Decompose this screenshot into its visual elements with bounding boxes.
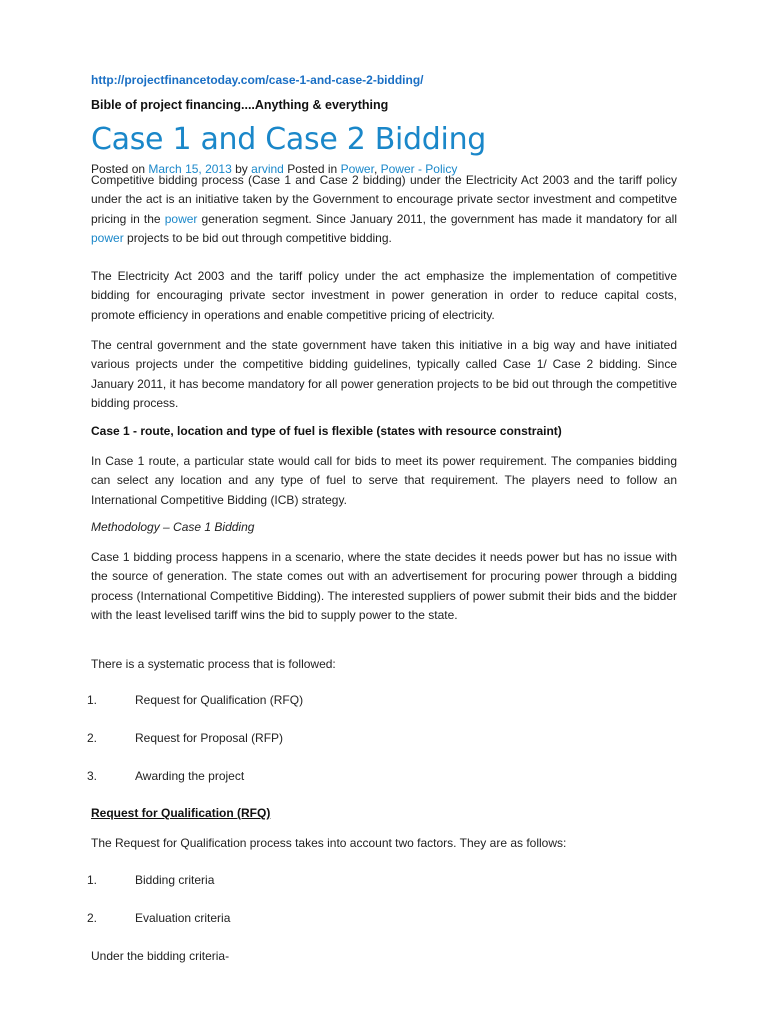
list-number: 2. bbox=[87, 731, 98, 745]
list-number: 3. bbox=[87, 769, 98, 783]
list-text: Bidding criteria bbox=[135, 873, 215, 887]
list-text: Request for Proposal (RFP) bbox=[135, 731, 284, 745]
paragraph-systematic-process: There is a systematic process that is followed: bbox=[91, 657, 336, 671]
paragraph-government-initiative: The central government and the state government have taken this initiative in a big way and have initiated various projects under the competitive bidding guidelines, typically called Case 1/ Case 2 bidding. Since January 2011, it has become mandatory for all power generation projects to be bid out through the competitive bidding process. bbox=[91, 338, 677, 410]
paragraph-bidding-criteria: Under the bidding criteria- bbox=[91, 949, 230, 963]
article-title: Case 1 and Case 2 Bidding bbox=[91, 122, 487, 157]
power-link-2[interactable]: power bbox=[91, 230, 124, 245]
posted-on-label: Posted on bbox=[91, 162, 146, 176]
heading-case-1-route: Case 1 - route, location and type of fuel is flexible (states with resource constraint) bbox=[91, 424, 562, 438]
heading-rfq: Request for Qualification (RFQ) bbox=[91, 806, 271, 820]
category-separator: , bbox=[373, 162, 378, 176]
list-number: 1. bbox=[87, 873, 98, 887]
paragraph-case-1-route: In Case 1 route, a particular state would call for bids to meet its power requirement. The companies bidding can select any location and any type of fuel to serve that requirement. The players need to follow an International Competitive Bidding (ICB) strategy. bbox=[91, 454, 677, 507]
methodology-subheading: Methodology – Case 1 Bidding bbox=[91, 520, 255, 534]
paragraph-intro bbox=[91, 171, 677, 248]
paragraph-rfq-factors: The Request for Qualification process takes into account two factors. They are as follows: bbox=[91, 836, 567, 850]
paragraph-case-1-process: Case 1 bidding process happens in a scenario, where the state decides it needs power but has no issue with the source of generation. The state comes out with an advertisement for procuring power through a bidding process (International Competitive Bidding). The interested suppliers of power submit their bids and the bidder with the least levelised tariff wins the bid to supply power to the state. bbox=[91, 550, 677, 622]
list-text: Request for Qualification (RFQ) bbox=[135, 693, 304, 707]
intro-text-1: Competitive bidding process (Case 1 and Case 2 bidding) under the Electricity Act 2003 and the tariff policy under the act is an initiative taken by the Government to encourage private sector investment and competitve pricing in the bbox=[91, 173, 677, 226]
source-url-link[interactable]: http://projectfinancetoday.com/case-1-and-case-2-bidding/ bbox=[91, 73, 424, 87]
intro-text-3: projects to be bid out through competitive bidding. bbox=[127, 230, 392, 245]
by-label: by bbox=[235, 162, 248, 176]
site-tagline: Bible of project financing....Anything & everything bbox=[91, 98, 389, 112]
list-text: Awarding the project bbox=[135, 769, 245, 783]
list-number: 1. bbox=[87, 693, 98, 707]
post-date-link[interactable]: March 15, 2013 bbox=[148, 162, 232, 176]
paragraph-electricity-act: The Electricity Act 2003 and the tariff policy under the act emphasize the implementation of competitive bidding for encouraging private sector investment in power generation in order to reduce capital costs, promote efficiency in operations and enable competitive pricing of electricity. bbox=[91, 269, 677, 322]
category-power-policy-link[interactable]: Power - Policy bbox=[380, 162, 458, 176]
author-link[interactable]: arvind bbox=[251, 162, 284, 176]
power-link-1[interactable]: power bbox=[164, 211, 198, 226]
list-number: 2. bbox=[87, 911, 98, 925]
intro-text-2: generation segment. Since January 2011, the government has made it mandatory for all bbox=[201, 211, 677, 226]
posted-in-label: Posted in bbox=[287, 162, 338, 176]
list-text: Evaluation criteria bbox=[135, 911, 231, 925]
category-power-link[interactable]: Power bbox=[340, 162, 374, 176]
